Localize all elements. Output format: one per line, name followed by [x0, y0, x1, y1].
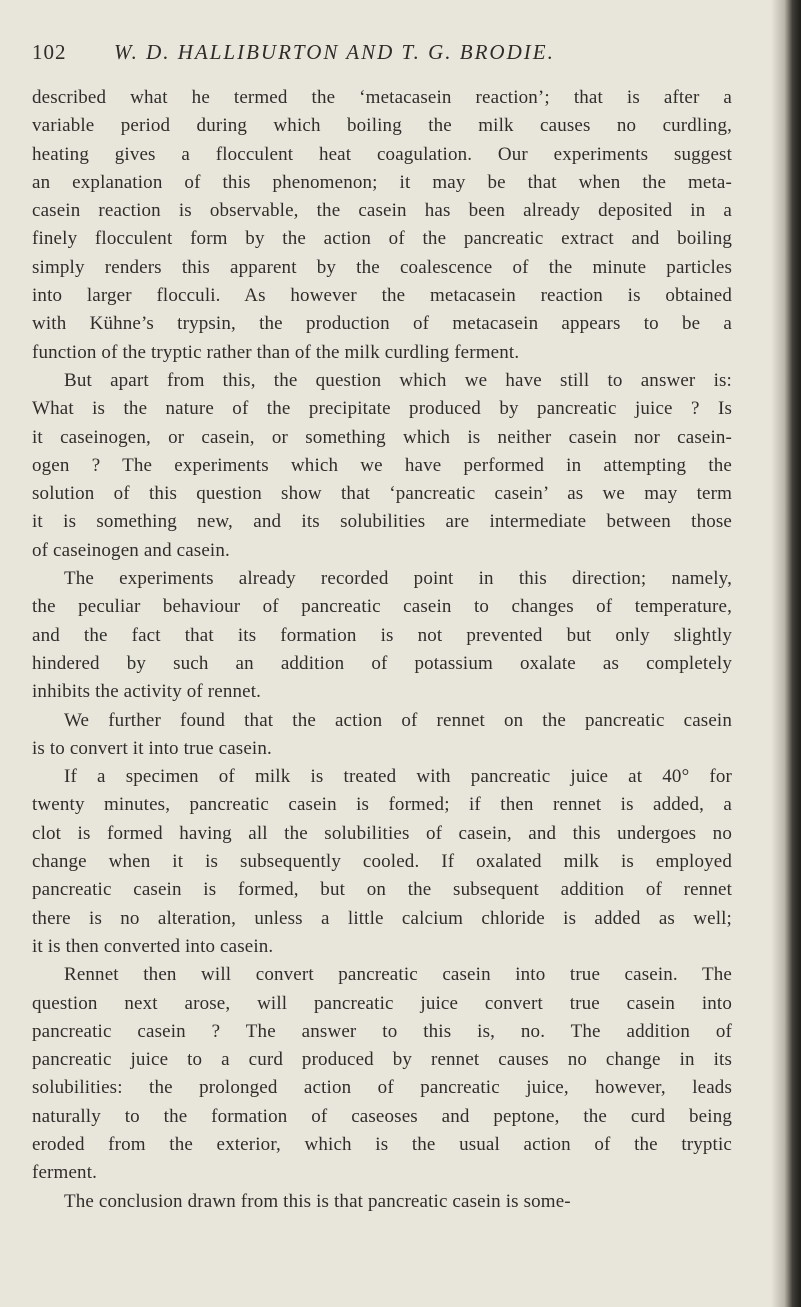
text-line: eroded from the exterior, which is the usual action of the tryptic: [32, 1133, 732, 1155]
text-line: it is then converted into casein.: [32, 935, 274, 957]
text-line: and the fact that its formation is not prevented but only slightly: [32, 624, 732, 646]
text-line: If a specimen of milk is treated with pancreatic juice at 40° for: [64, 766, 732, 788]
body-text: [32, 84, 732, 1216]
text-line: an explanation of this phenomenon; it may be that when the meta-: [32, 171, 732, 193]
paragraph: [32, 84, 732, 367]
text-line: with Kühne’s trypsin, the production of metacasein appears to be a: [32, 313, 732, 335]
page-header: [32, 40, 732, 74]
paragraph: [32, 1188, 732, 1216]
text-line: ferment.: [32, 1162, 98, 1184]
text-line: it caseinogen, or casein, or something which is neither casein nor casein-: [32, 426, 732, 448]
text-line: it is something new, and its solubilities are intermediate between those: [32, 511, 732, 533]
text-line: But apart from this, the question which we have still to answer is:: [64, 369, 732, 391]
paragraph: [32, 707, 732, 764]
text-line: ogen ? The experiments which we have performed in attempting the: [32, 454, 732, 476]
text-line: solution of this question show that ‘pancreatic casein’ as we may term: [32, 483, 732, 505]
text-line: clot is formed having all the solubilities of casein, and this undergoes no: [32, 822, 732, 844]
text-line: casein reaction is observable, the casein has been already deposited in a: [32, 200, 732, 222]
paragraph: [32, 367, 732, 565]
text-line: inhibits the activity of rennet.: [32, 681, 262, 703]
text-line: hindered by such an addition of potassium oxalate as completely: [32, 652, 732, 674]
text-line: change when it is subsequently cooled. If oxalated milk is employed: [32, 851, 732, 873]
text-line: pancreatic casein ? The answer to this is, no. The addition of: [32, 1020, 732, 1042]
text-line: into larger flocculi. As however the metacasein reaction is obtained: [32, 285, 732, 307]
text-line: there is no alteration, unless a little calcium chloride is added as well;: [32, 907, 732, 929]
text-line: Rennet then will convert pancreatic casein into true casein. The: [64, 964, 732, 986]
running-head: W. D. HALLIBURTON AND T. G. BRODIE.: [114, 40, 555, 64]
text-line: We further found that the action of rennet on the pancreatic casein: [64, 709, 732, 731]
text-line: pancreatic juice to a curd produced by rennet causes no change in its: [32, 1049, 732, 1071]
text-line: solubilities: the prolonged action of pancreatic juice, however, leads: [32, 1077, 732, 1099]
text-line: pancreatic casein is formed, but on the subsequent addition of rennet: [32, 879, 732, 901]
paragraph: [32, 763, 732, 961]
page-edge-shadow: [771, 0, 801, 1307]
text-line: What is the nature of the precipitate produced by pancreatic juice ? Is: [32, 398, 732, 420]
text-line: heating gives a flocculent heat coagulation. Our experiments suggest: [32, 143, 732, 165]
text-line: function of the tryptic rather than of the milk curdling ferment.: [32, 341, 520, 363]
text-line: variable period during which boiling the milk causes no curdling,: [32, 115, 732, 137]
page-number: 102: [32, 40, 67, 64]
text-line: naturally to the formation of caseoses and peptone, the curd being: [32, 1105, 732, 1127]
text-line: The conclusion drawn from this is that pancreatic casein is some-: [64, 1190, 571, 1212]
text-line: The experiments already recorded point in this direction; namely,: [64, 568, 732, 590]
text-line: of caseinogen and casein.: [32, 539, 230, 561]
text-line: twenty minutes, pancreatic casein is formed; if then rennet is added, a: [32, 794, 732, 816]
paragraph: [32, 961, 732, 1187]
text-line: simply renders this apparent by the coalescence of the minute particles: [32, 256, 732, 278]
text-line: is to convert it into true casein.: [32, 737, 272, 759]
paragraph: [32, 565, 732, 706]
text-line: described what he termed the ‘metacasein reaction’; that is after a: [32, 87, 732, 108]
text-line: question next arose, will pancreatic juice convert true casein into: [32, 992, 732, 1014]
text-line: the peculiar behaviour of pancreatic casein to changes of temperature,: [32, 596, 732, 618]
text-line: finely flocculent form by the action of the pancreatic extract and boiling: [32, 228, 732, 250]
